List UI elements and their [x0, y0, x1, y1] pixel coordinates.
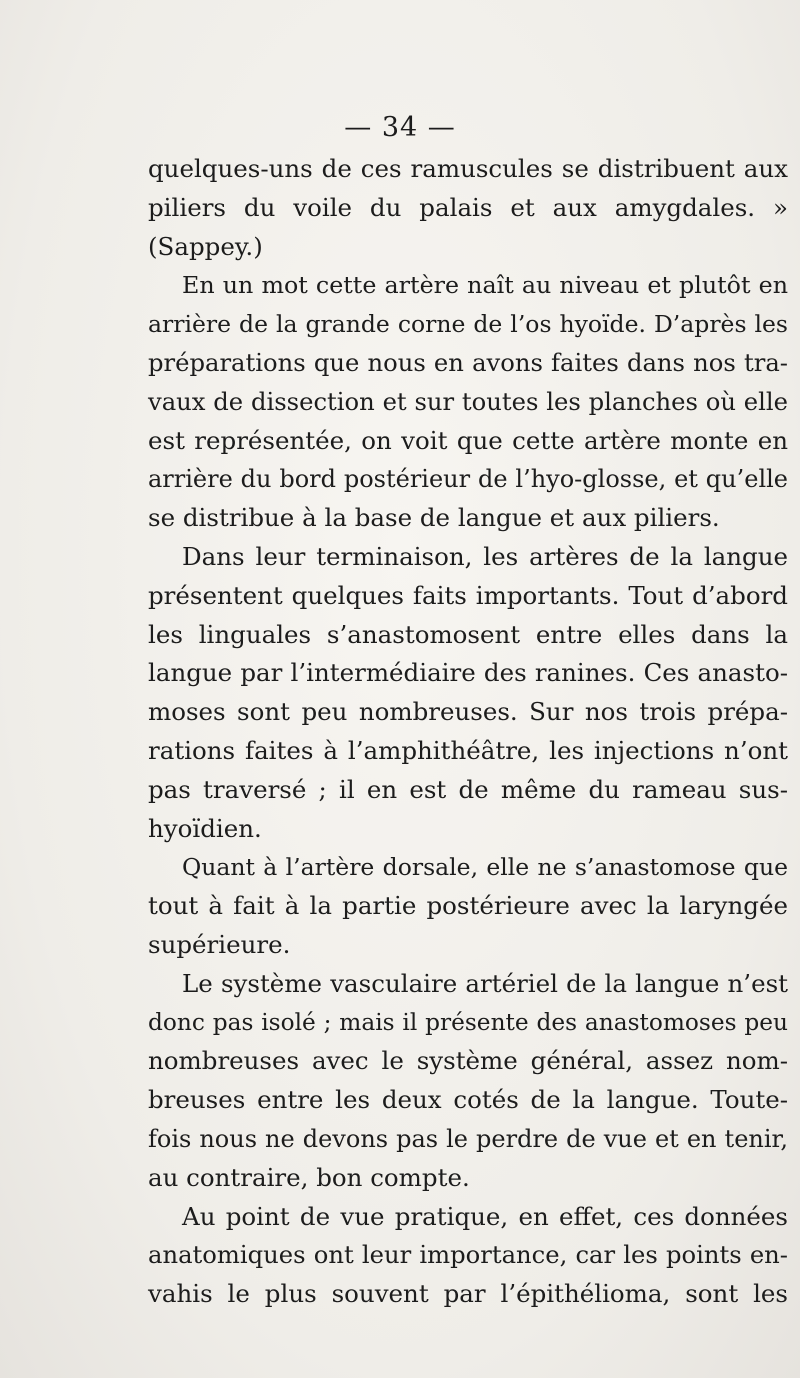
text-line: tout à fait à la partie postérieure avec la laryngée — [148, 891, 788, 921]
text-line: quelques-uns de ces ramuscules se distribuent aux — [148, 154, 788, 183]
text-line: présentent quelques faits importants. Tout d’abord — [148, 580, 788, 610]
text-line: (Sappey.) — [148, 231, 263, 261]
text-line: piliers du voile du palais et aux amygdales. » — [148, 192, 788, 222]
text-line: vahis le plus souvent par l’épithélioma, sont les — [148, 1279, 788, 1309]
text-line: vaux de dissection et sur toutes les planches où elle — [148, 386, 788, 416]
text-line: les linguales s’anastomosent entre elles dans la — [148, 619, 788, 649]
body-text — [148, 150, 788, 1314]
text-line: moses sont peu nombreuses. Sur nos trois prépa- — [148, 697, 788, 727]
text-line: au contraire, bon compte. — [148, 1162, 470, 1192]
text-line: Le système vasculaire artériel de la langue n’est — [182, 968, 788, 998]
text-line: préparations que nous en avons faites dans nos tra- — [148, 347, 788, 377]
text-line: nombreuses avec le système général, assez nom- — [148, 1046, 788, 1076]
text-line: arrière de la grande corne de l’os hyoïde. D’après les — [148, 310, 788, 339]
page-number: — 34 — — [344, 112, 456, 143]
text-line: supérieure. — [148, 929, 291, 959]
text-line: En un mot cette artère naît au niveau et plutôt en — [182, 271, 788, 300]
text-line: breuses entre les deux cotés de la langue. Toute- — [148, 1085, 788, 1115]
text-line: anatomiques ont leur importance, car les points en- — [148, 1240, 788, 1270]
text-line: se distribue à la base de langue et aux piliers. — [148, 503, 720, 533]
text-line: langue par l’intermédiaire des ranines. Ces anasto- — [148, 658, 788, 688]
text-line: fois nous ne devons pas le perdre de vue et en tenir, — [148, 1124, 788, 1153]
text-line: Quant à l’artère dorsale, elle ne s’anastomose que — [182, 853, 788, 882]
text-line: hyoïdien. — [148, 813, 262, 843]
text-line: Dans leur terminaison, les artères de la langue — [182, 541, 788, 571]
text-line: Au point de vue pratique, en effet, ces données — [182, 1201, 788, 1231]
text-line: rations faites à l’amphithéâtre, les injections n’ont — [148, 735, 788, 765]
text-line: pas traversé ; il en est de même du rameau sus- — [148, 774, 788, 804]
text-line: donc pas isolé ; mais il présente des anastomoses peu — [148, 1008, 788, 1036]
text-line: arrière du bord postérieur de l’hyo-glosse, et qu’elle — [148, 465, 788, 494]
text-line: est représentée, on voit que cette artère monte en — [148, 425, 788, 455]
